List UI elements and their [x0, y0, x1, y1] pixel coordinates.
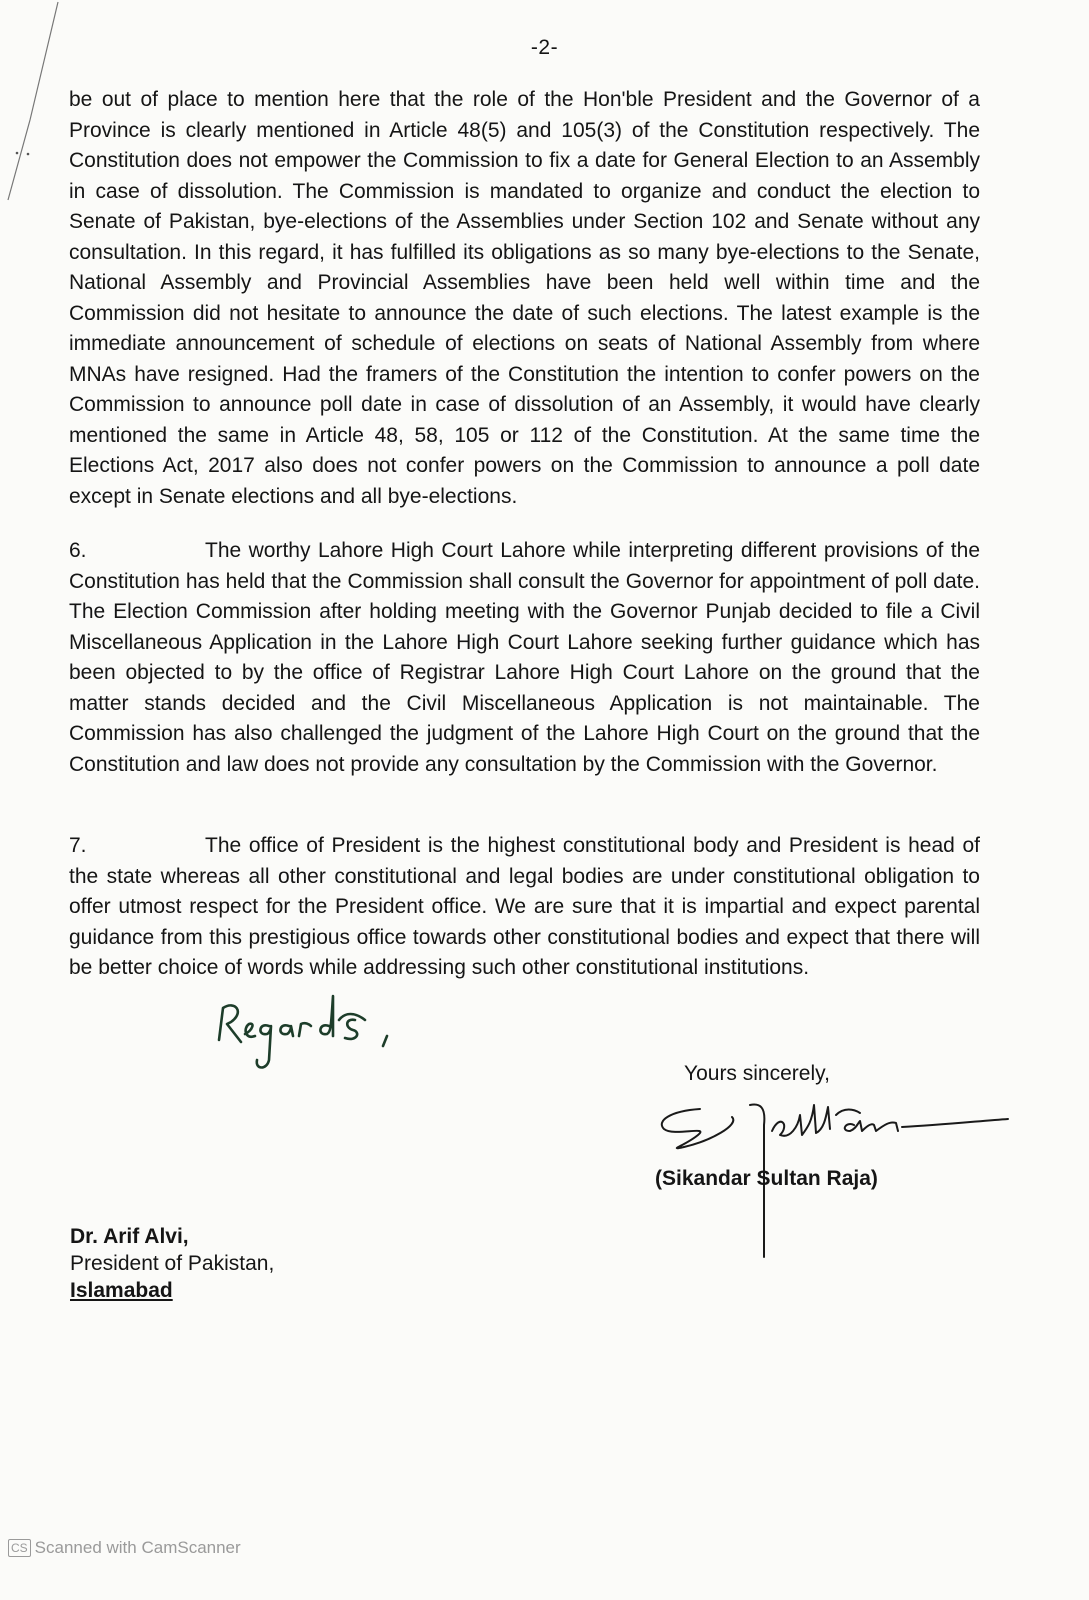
closing-salutation: Yours sincerely,: [684, 1062, 830, 1085]
addressee-city: Islamabad: [70, 1279, 173, 1302]
paragraph-7-text: The office of President is the highest constitutional body and President is head of the state whereas all other constitutional and legal bodies are under constitutional obligation to offer utmost respect for the President office. We are sure that it is impartial and expect parental guidance from this prestigious office towards other constitutional bodies and expect that there will be better choice of words while addressing such other constitutional institutions.: [69, 834, 980, 979]
paragraph-6: [69, 536, 980, 780]
paragraph-7-number: 7.: [69, 834, 87, 857]
camscanner-text: Scanned with CamScanner: [34, 1538, 241, 1557]
handwritten-regards: [205, 990, 405, 1080]
addressee-block: [70, 1223, 274, 1304]
page-number: -2-: [530, 36, 559, 59]
paragraph-continued: be out of place to mention here that the role of the Hon'ble President and the Governor of a Province is clearly mentioned in Article 48(5) and 105(3) of the Constitution respectively. The Constitution does not empower the Commission to fix a date for General Election to an Assembly in case of dissolution. The Commission is mandated to organize and conduct the election to Senate of Pakistan, bye-elections of the Assemblies under Section 102 and Senate without any consultation. In this regard, it has fulfilled its obligations as so many bye-elections to the Senate, National Assembly and Provincial Assemblies have been held well within time and the Commission did not hesitate to announce the date of such elections. The latest example is the immediate announcement of schedule of elections on seats of National Assembly from where MNAs have resigned. Had the framers of the Constitution the intention to confer powers on the Commission to announce poll date in case of dissolution of an Assembly, it would have clearly mentioned the same in Article 48, 58, 105 or 112 of the Constitution. At the same time the Elections Act, 2017 also does not confer powers on the Commission to announce a poll date except in Senate elections and all bye-elections.: [69, 88, 980, 508]
addressee-name: Dr. Arif Alvi,: [70, 1225, 189, 1248]
margin-pen-stroke: [0, 0, 80, 220]
paragraph-6-number: 6.: [69, 539, 87, 562]
paragraph-6-text: The worthy Lahore High Court Lahore while interpreting different provisions of the Constitution has held that the Commission shall consult the Governor for appointment of poll date. The Election Commission after holding meeting with the Governor Punjab decided to file a Civil Miscellaneous Application in the Lahore High Court Lahore seeking further guidance which has been objected to by the office of Registrar Lahore High Court Lahore on the ground that the matter stands decided and the Civil Miscellaneous Application is not maintainable. The Commission has also challenged the judgment of the Lahore High Court on the ground that the Constitution and law does not provide any consultation by the Commission with the Governor.: [69, 539, 980, 776]
paragraph-7: [69, 831, 980, 984]
camscanner-logo-icon: CS: [8, 1539, 31, 1557]
signer-name: (Sikandar Sultan Raja): [655, 1167, 878, 1190]
addressee-title: President of Pakistan,: [70, 1252, 275, 1275]
camscanner-watermark: [8, 1538, 241, 1558]
